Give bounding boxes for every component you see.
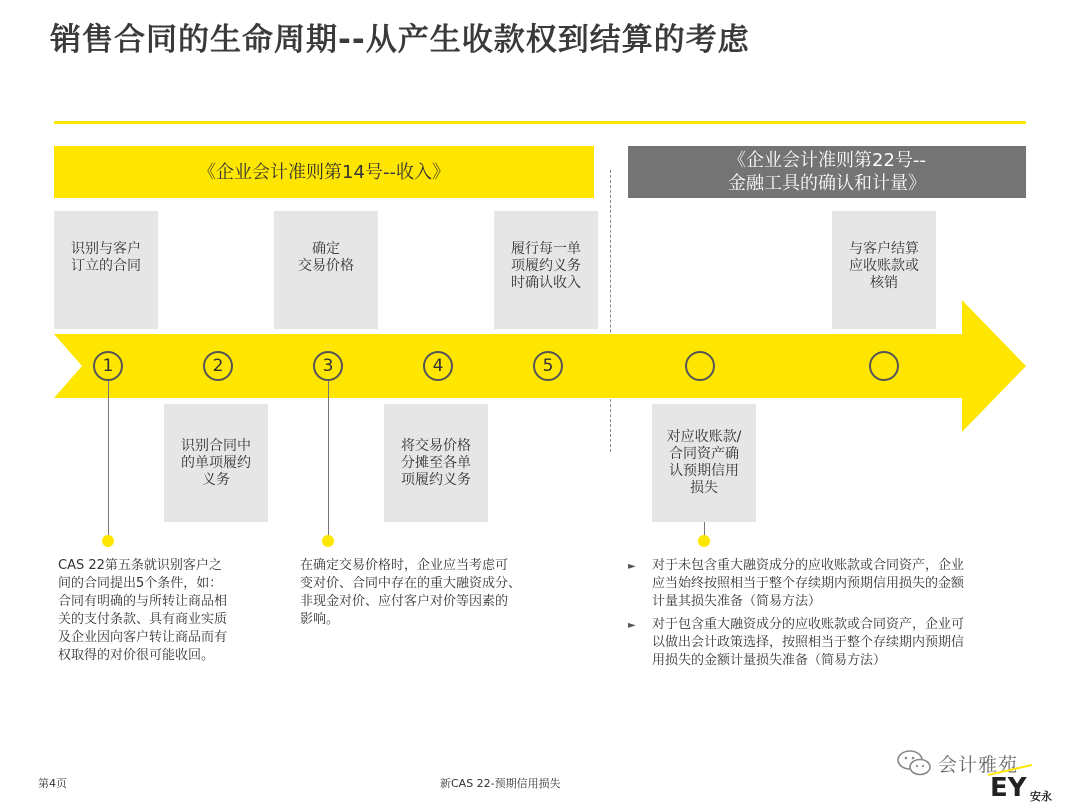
note-line: CAS 22第五条就识别客户之 [58,558,222,573]
connector-dot-step-1 [102,535,114,547]
step-5-line: 履行每一单 [511,241,581,257]
banner-cas22 [628,146,1026,198]
step-4-line: 将交易价格 [401,437,471,454]
banner-cas22-line2: 金融工具的确认和计量》 [728,173,926,194]
step-5-box [494,211,598,329]
step-2-circle: 2 [203,351,233,381]
step-2-line: 义务 [202,471,230,488]
step-5-circle: 5 [533,351,563,381]
connector-step-3 [328,381,329,541]
note-line: 对于未包含重大融资成分的应收账款或合同资产，企业 [652,558,965,573]
note-line: 及企业因向客户转让商品而有 [58,630,228,645]
note-line: 在确定交易价格时，企业应当考虑可 [300,558,509,573]
note-cas22-contract [58,557,298,665]
note-line: 对于包含重大融资成分的应收账款或合同资产，企业可 [652,617,965,632]
step-2-line: 的单项履约 [181,454,251,471]
note-line: 变对价、合同中存在的重大融资成分、 [300,576,522,591]
note-line: 非现金对价、应付客户对价等因素的 [300,594,509,609]
step-2-box [164,404,268,522]
step-1-line: 识别与客户 [71,241,141,257]
step-ecl-line: 认预期信用 [669,463,739,479]
step-5-line: 项履约义务 [511,258,581,274]
note-line: 间的合同提出5个条件，如： [58,576,223,591]
page-number: 第4页 [38,777,67,790]
step-settle-line: 与客户结算 [849,241,919,257]
banner-cas22-line1: 《企业会计准则第22号-- [728,150,926,171]
note-with-financing [652,616,1022,670]
title-underline [54,121,1026,124]
note-line: 权取得的对价很可能收回。 [58,648,215,663]
note-line: 用损失的金额计量损失准备（简易方法） [652,653,887,668]
note-line: 合同有明确的与所转让商品相 [58,594,228,609]
connector-dot-step-ecl [698,535,710,547]
step-5-line: 时确认收入 [511,275,581,291]
step-ecl-line: 损失 [690,480,718,496]
note-line: 以做出会计政策选择，按照相当于整个存续期内预期信 [652,635,965,650]
step-4-box [384,404,488,522]
step-1-box [54,211,158,329]
step-4-line: 分摊至各单 [401,454,471,471]
step-ecl-circle [685,351,715,381]
ey-logo: EY [990,773,1027,803]
step-settle-line: 应收账款或 [849,258,919,274]
step-4-line: 项履约义务 [401,471,471,488]
ey-logo-chinese: 安永 [1030,790,1052,803]
connector-dot-step-3 [322,535,334,547]
wechat-account-name: 会计雅苑 [938,754,1019,776]
footer-title: 新CAS 22-预期信用损失 [440,777,561,790]
bullet-icon: ► [628,561,636,572]
page-title: 销售合同的生命周期--从产生收款权到结算的考虑 [50,22,750,58]
step-3-line: 确定 [312,241,340,257]
note-line: 关的支付条款、具有商业实质 [58,612,228,627]
step-3-circle: 3 [313,351,343,381]
step-4-circle: 4 [423,351,453,381]
banner-cas14: 《企业会计准则第14号--收入》 [54,146,594,198]
step-3-line: 交易价格 [298,258,354,274]
note-line: 影响。 [300,612,340,627]
step-1-circle: 1 [93,351,123,381]
wechat-icon [896,748,932,778]
step-settle-circle [869,351,899,381]
step-ecl-line: 合同资产确 [669,446,739,462]
step-3-box [274,211,378,329]
note-no-financing [652,557,1022,611]
step-2-line: 识别合同中 [181,437,251,454]
step-settle-line: 核销 [870,275,898,291]
connector-step-1 [108,381,109,541]
step-ecl-box [652,404,756,522]
note-transaction-price [300,557,590,629]
bullet-icon: ► [628,620,636,631]
note-line: 应当始终按照相当于整个存续期内预期信用损失的金额 [652,576,965,591]
step-1-line: 订立的合同 [71,258,141,274]
note-line: 计量其损失准备（简易方法） [652,594,822,609]
step-settle-box [832,211,936,329]
step-ecl-line: 对应收账款/ [666,429,742,445]
